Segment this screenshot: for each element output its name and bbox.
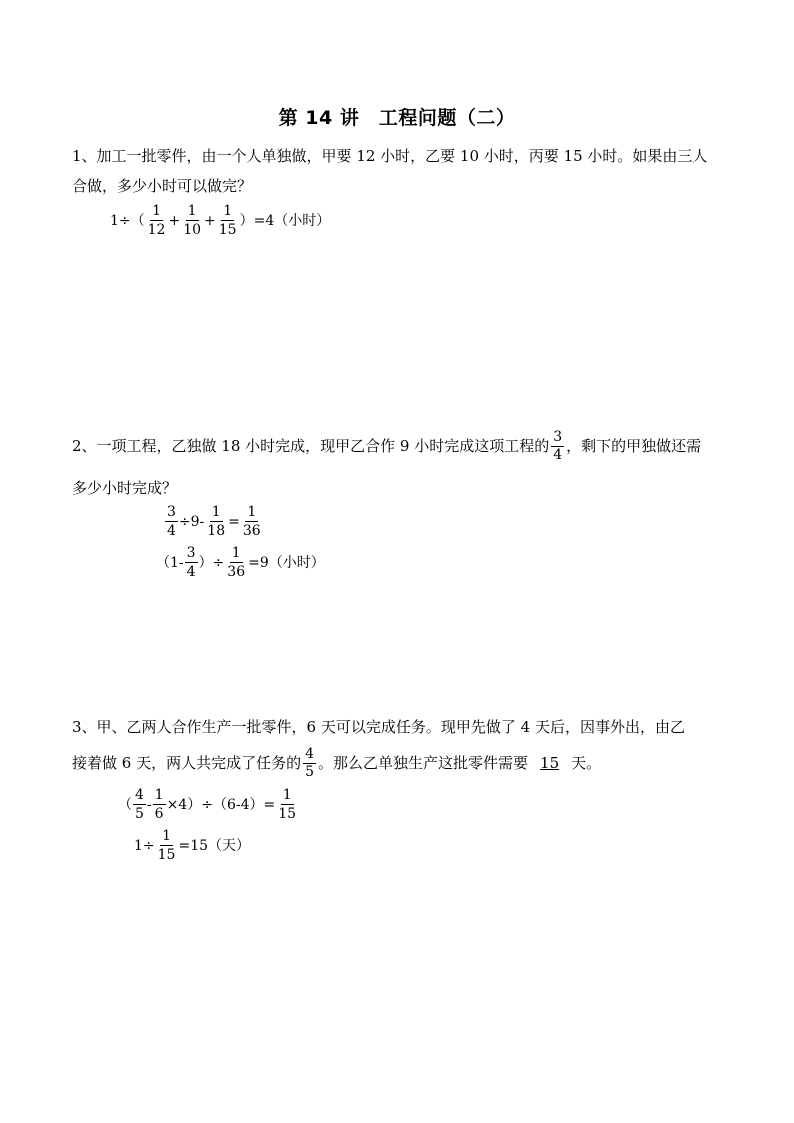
fraction-numerator: 3 <box>186 545 196 561</box>
fraction-denominator: 15 <box>157 847 176 863</box>
solution-token: ×4）÷（6-4）= <box>166 796 276 813</box>
question-1-solution <box>110 203 330 238</box>
question-1-line-2: 合做，多少小时可以做完？ <box>72 177 253 195</box>
fraction <box>241 504 263 539</box>
solution-token: =15（天） <box>178 837 251 854</box>
fraction-numerator: 1 <box>231 545 241 561</box>
fraction-numerator: 3 <box>167 504 176 520</box>
solution-token: - <box>146 796 152 813</box>
question-3-solution-1 <box>118 787 299 822</box>
fraction-denominator: 18 <box>207 523 226 539</box>
fraction-denominator: 6 <box>154 806 164 822</box>
question-3-text: 接着做 6 天，两人共完成了任务的 <box>72 754 302 772</box>
question-2-line-1 <box>72 428 732 463</box>
question-2-line-2: 多少小时完成？ <box>72 479 178 497</box>
fraction-numerator: 1 <box>211 504 221 520</box>
solution-token: =9（小时） <box>248 554 325 571</box>
solution-token: 1÷（ <box>110 212 145 229</box>
solution-token: （ <box>118 796 132 813</box>
fraction <box>165 504 178 539</box>
question-3-text: 天。 <box>571 754 602 772</box>
fraction <box>181 203 203 238</box>
question-3-line-2 <box>72 745 732 780</box>
fraction <box>185 545 198 580</box>
fraction-numerator: 4 <box>135 787 144 803</box>
question-1-line-1: 1、加工一批零件，由一个人单独做，甲要 12 小时，乙要 10 小时，丙要 15 小时。如果由三人 <box>72 147 708 165</box>
fraction-numerator: 1 <box>247 504 257 520</box>
fraction-denominator: 5 <box>135 806 144 822</box>
fraction-denominator: 4 <box>186 564 196 580</box>
question-2-text: ，剩下的甲独做还需 <box>566 437 702 455</box>
fraction <box>551 430 564 463</box>
fraction-denominator: 15 <box>278 806 297 822</box>
fraction <box>276 787 298 822</box>
solution-token: = <box>228 513 240 530</box>
question-2 <box>72 428 732 503</box>
fraction <box>146 203 168 238</box>
fraction-numerator: 1 <box>162 828 172 844</box>
fraction <box>225 545 247 580</box>
fraction <box>303 747 316 780</box>
fraction <box>205 504 227 539</box>
fraction-denominator: 36 <box>242 523 261 539</box>
fraction-numerator: 1 <box>187 203 197 219</box>
fraction-numerator: 1 <box>282 787 292 803</box>
fraction-numerator: 3 <box>553 428 563 445</box>
fraction-denominator: 4 <box>553 446 563 463</box>
question-3-text: 。那么乙单独生产这批零件需要 <box>318 754 529 772</box>
page-title: 第 14 讲 工程问题（二） <box>278 107 516 129</box>
question-2-solution-1 <box>164 504 264 539</box>
fraction-numerator: 1 <box>154 787 164 803</box>
solution-token: 1÷ <box>134 837 155 854</box>
solution-token: （1- <box>156 554 184 571</box>
fraction-denominator: 15 <box>218 222 237 238</box>
solution-token: ）=4（小时） <box>239 212 331 229</box>
solution-token: ）÷ <box>198 554 225 571</box>
fraction-numerator: 1 <box>223 203 233 219</box>
solution-token: + <box>204 212 216 229</box>
fraction <box>153 787 166 822</box>
fraction-denominator: 36 <box>227 564 246 580</box>
question-3-line-1: 3、甲、乙两人合作生产一批零件，6 天可以完成任务。现甲先做了 4 天后，因事外出，由乙 <box>72 718 685 736</box>
question-2-text: 2、一项工程，乙独做 18 小时完成，现甲乙合作 9 小时完成这项工程的 <box>72 437 550 455</box>
answer-blank: 15 <box>540 754 560 772</box>
fraction-denominator: 10 <box>183 222 202 238</box>
question-3 <box>72 712 732 778</box>
question-3-solution-2 <box>134 828 250 863</box>
fraction-denominator: 4 <box>167 523 176 539</box>
fraction <box>156 828 178 863</box>
solution-token: + <box>168 212 181 229</box>
fraction-numerator: 1 <box>152 203 162 219</box>
question-2-solution-2 <box>156 545 325 580</box>
fraction-numerator: 4 <box>305 745 315 762</box>
fraction-denominator: 5 <box>305 763 315 780</box>
fraction-denominator: 12 <box>147 222 166 238</box>
fraction <box>133 787 146 822</box>
solution-token: ÷9- <box>178 513 205 530</box>
question-1 <box>72 141 732 201</box>
fraction <box>217 203 239 238</box>
